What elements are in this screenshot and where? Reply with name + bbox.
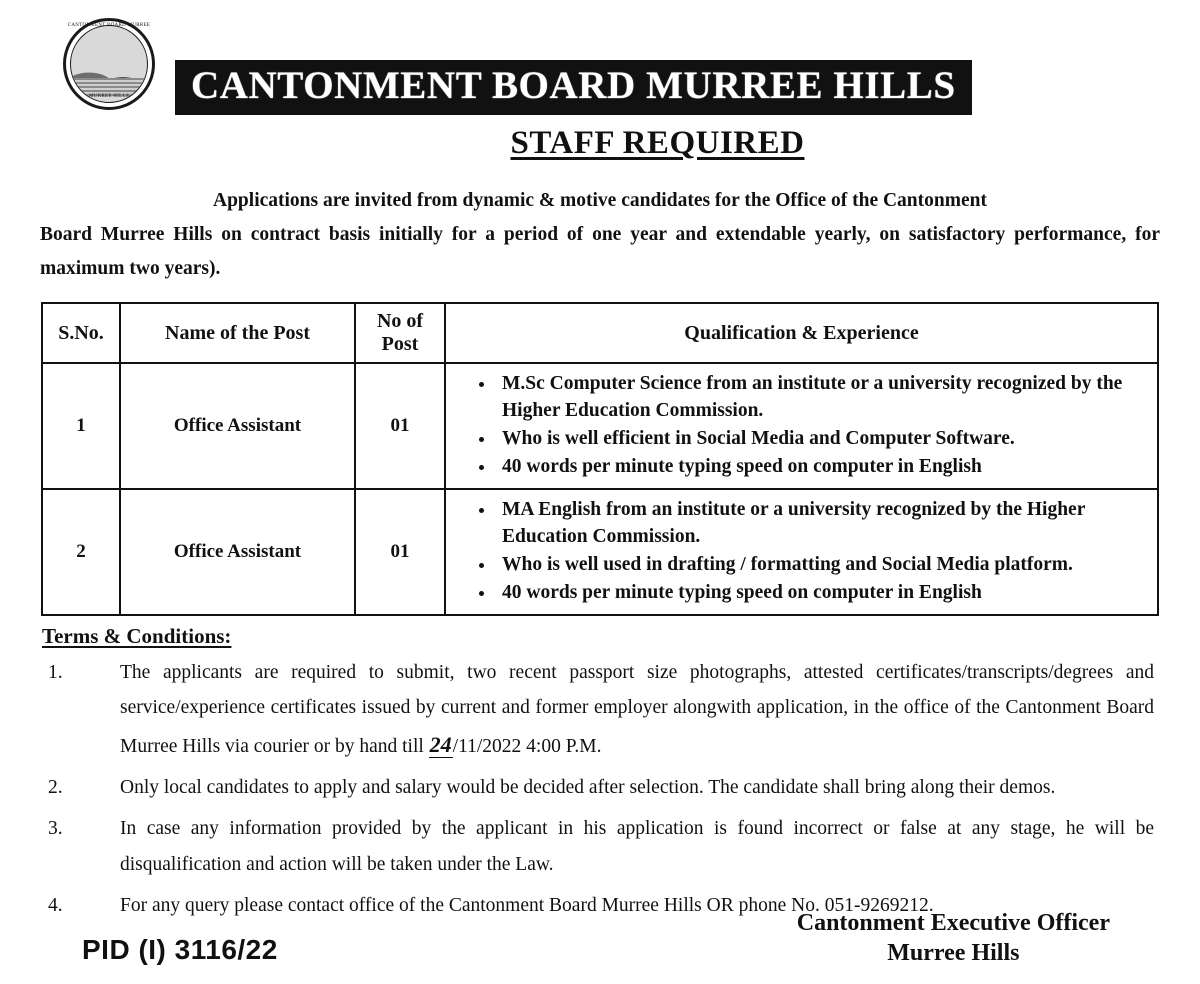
terms-item-text: In case any information provided by the applicant in his application is found incorrect or false at any stage, he will be disqualification and action will be taken under the Law. bbox=[120, 818, 1154, 875]
page-subtitle: STAFF REQUIRED bbox=[510, 124, 805, 161]
qualification-item: • Who is well efficient in Social Media and Computer Software. bbox=[496, 426, 1151, 453]
cell-post: Office Assistant bbox=[120, 363, 355, 489]
page-title: CANTONMENT BOARD MURREE HILLS bbox=[175, 60, 972, 115]
cell-no-of-post: 01 bbox=[355, 363, 445, 489]
terms-item-text-after: /11/2022 4:00 P.M. bbox=[452, 735, 602, 757]
signatory-title: Cantonment Executive Officer bbox=[796, 910, 1110, 936]
qualification-item: • Who is well used in drafting / formatting and Social Media platform. bbox=[496, 552, 1151, 579]
document-footer bbox=[0, 894, 1200, 974]
intro-paragraph bbox=[40, 184, 1160, 286]
terms-item-number: 3. bbox=[48, 818, 63, 840]
table-row bbox=[42, 489, 1158, 615]
cell-post: Office Assistant bbox=[120, 489, 355, 615]
crest-top-text: CANTONMENT BOARD MURREE bbox=[67, 23, 151, 28]
header-post-name: Name of the Post bbox=[120, 303, 355, 363]
terms-item-text: The applicants are required to submit, two recent passport size photographs, attested certificates/transcripts/degrees and service/experience certificates issued by current and former employer alongwith application, in the office of the Cantonment Board Murree Hills via courier or by hand till bbox=[120, 661, 1154, 757]
intro-rest: Board Murree Hills on contract basis initially for a period of one year and extendable yearly, on satisfactory performance, for maximum two years). bbox=[40, 224, 1160, 280]
posts-table bbox=[41, 302, 1159, 615]
cantonment-board-crest-icon bbox=[55, 16, 171, 108]
pid-number: PID (I) 3116/22 bbox=[82, 934, 278, 965]
terms-item bbox=[42, 811, 1154, 881]
signatory-block bbox=[797, 908, 1110, 968]
cell-qualification bbox=[445, 363, 1158, 489]
terms-heading: Terms & Conditions: bbox=[42, 623, 232, 648]
header-sno: S.No. bbox=[42, 303, 120, 363]
terms-item bbox=[42, 655, 1154, 765]
table-row bbox=[42, 363, 1158, 489]
table-header-row bbox=[42, 303, 1158, 363]
document-header bbox=[0, 0, 1200, 162]
cell-sno: 2 bbox=[42, 489, 120, 615]
qualification-item: • 40 words per minute typing speed on computer in English bbox=[496, 580, 1151, 607]
qualification-item: • 40 words per minute typing speed on computer in English bbox=[496, 454, 1151, 481]
terms-item-number: 4. bbox=[48, 894, 63, 916]
crest-bottom-text: MURREE HILLS bbox=[89, 94, 129, 99]
cell-no-of-post: 01 bbox=[355, 489, 445, 615]
terms-item-number: 2. bbox=[48, 777, 63, 799]
terms-list bbox=[42, 655, 1154, 923]
terms-item bbox=[42, 770, 1154, 805]
signatory-place: Murree Hills bbox=[887, 940, 1020, 966]
cell-qualification bbox=[445, 489, 1158, 615]
terms-item-text: Only local candidates to apply and salary would be decided after selection. The candidate shall bring along their demos. bbox=[120, 777, 1056, 799]
title-block bbox=[171, 10, 1200, 162]
qualification-item: • MA English from an institute or a university recognized by the Higher Education Commission. bbox=[496, 497, 1151, 551]
terms-item-number: 1. bbox=[48, 661, 63, 683]
handwritten-date: 24 bbox=[429, 731, 452, 757]
cell-sno: 1 bbox=[42, 363, 120, 489]
terms-item-text: For any query please contact office of the Cantonment Board Murree Hills OR phone No. 051-9269212. bbox=[120, 894, 934, 916]
header-qualification: Qualification & Experience bbox=[445, 303, 1158, 363]
intro-line-1: Applications are invited from dynamic & motive candidates for the Office of the Cantonment bbox=[213, 189, 987, 211]
header-no-of-post: No of Post bbox=[355, 303, 445, 363]
qualification-item: • M.Sc Computer Science from an institute or a university recognized by the Higher Education Commission. bbox=[496, 371, 1151, 425]
